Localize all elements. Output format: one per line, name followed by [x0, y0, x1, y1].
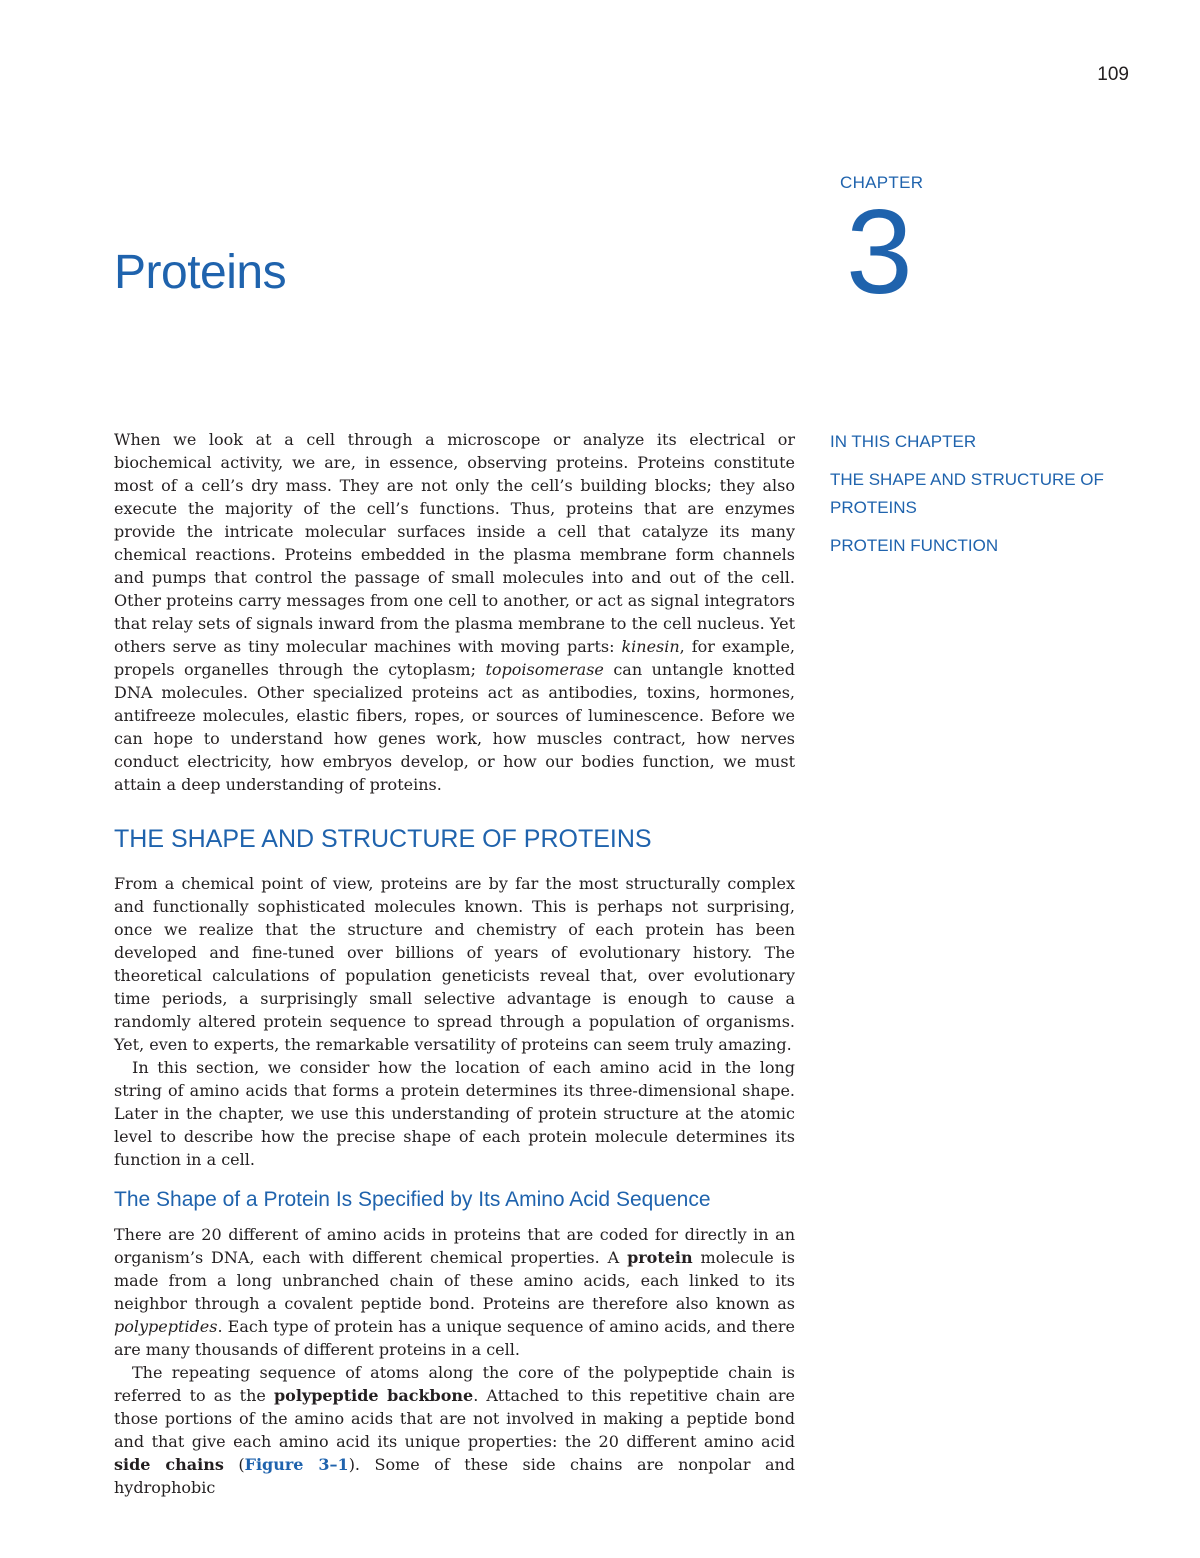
sidebar-item-shape-and-structure[interactable]: THE SHAPE AND STRUCTURE OF PROTEINS [830, 470, 1104, 517]
paragraph-text: The repeating sequence of atoms along the core of the polypeptide chain is referred to as the [114, 1363, 795, 1405]
intro-paragraph [114, 428, 795, 796]
figure-reference-link[interactable]: Figure 3–1 [244, 1455, 349, 1474]
chapter-label: CHAPTER [840, 173, 924, 192]
subsection-heading: The Shape of a Protein Is Specified by Its Amino Acid Sequence [114, 1188, 711, 1211]
key-term-protein: protein [627, 1248, 693, 1267]
paragraph-text: . Each type of protein has a unique sequence of amino acids, and there are many thousands of different proteins in a cell. [114, 1317, 795, 1359]
paragraph-text: molecule is made from a long unbranched chain of these amino acids, each linked to its neighbor through a covalent peptide bond. Proteins are therefore also known as [114, 1248, 796, 1313]
paragraph-text: There are 20 different of amino acids in proteins that are coded for directly in an organism’s DNA, each with different chemical properties. A [114, 1225, 795, 1267]
paragraph-text: ). Some of these side chains are nonpolar and hydrophobic [114, 1455, 796, 1497]
subsection-paragraph [114, 1223, 795, 1361]
paragraph-text: . Attached to this repetitive chain are those portions of the amino acids that are not involved in making a peptide bond and that give each amino acid its unique properties: the 20 different amino acid [114, 1386, 796, 1451]
subsection-paragraph [114, 1361, 795, 1499]
chapter-title: Proteins [114, 246, 287, 299]
main-text-column [114, 428, 795, 1499]
page-number: 109 [1097, 64, 1129, 85]
section-paragraph: From a chemical point of view, proteins are by far the most structurally complex and functionally sophisticated molecules known. This is perhaps not surprising, once we realize that the structure and chemistry of each protein has been developed and fine-tuned over billions of years of evolutionary history. The theoretical calculations of population geneticists reveal that, over evolutionary time periods, a surprisingly small selective advantage is enough to cause a randomly altered protein sequence to spread through a population of organisms. Yet, even to experts, the remarkable versatility of proteins can seem truly amazing. [114, 874, 795, 1054]
sidebar-heading: IN THIS CHAPTER [830, 432, 977, 451]
section-paragraph: In this section, we consider how the location of each amino acid in the long string of amino acids that forms a protein determines its three-dimensional shape. Later in the chapter, we use this understanding of protein structure at the atomic level to describe how the precise shape of each protein molecule determines its function in a cell. [114, 1058, 795, 1169]
intro-text: , for example, propels organelles through the cytoplasm; [114, 637, 796, 679]
term-topoisomerase: topoisomerase [485, 660, 604, 679]
key-term-side-chains: side chains [114, 1455, 224, 1474]
section-heading: THE SHAPE AND STRUCTURE OF PROTEINS [114, 825, 652, 853]
intro-text: When we look at a cell through a microscope or analyze its electrical or biochemical activity, we are, in essence, observing proteins. Proteins constitute most of a cell’s dry mass. They are not only the cell’s building blocks; they also execute the majority of the cell’s functions. Thus, proteins that are enzymes provide the intricate molecular surfaces inside a cell that catalyze its many chemical reactions. Proteins embedded in the plasma membrane form channels and pumps that control the passage of small molecules into and out of the cell. Other proteins carry messages from one cell to another, or act as signal integrators that relay sets of signals inward from the plasma membrane to the cell nucleus. Yet others serve as tiny molecular machines with moving parts: [114, 430, 795, 656]
in-this-chapter-sidebar [830, 428, 1130, 570]
term-polypeptides: polypeptides [114, 1317, 218, 1336]
term-kinesin: kinesin [621, 637, 680, 656]
paragraph-text: ( [223, 1455, 245, 1474]
sidebar-item-protein-function[interactable]: PROTEIN FUNCTION [830, 536, 999, 555]
key-term-polypeptide-backbone: polypeptide backbone [273, 1386, 474, 1405]
chapter-number: 3 [846, 185, 913, 319]
intro-text: can untangle knotted DNA molecules. Other specialized proteins act as antibodies, toxins, hormones, antifreeze molecules, elastic fibers, ropes, or sources of luminescence. Before we can hope to understand how genes work, how muscles contract, how nerves conduct electricity, how embryos develop, or how our bodies function, we must attain a deep understanding of proteins. [114, 660, 795, 794]
